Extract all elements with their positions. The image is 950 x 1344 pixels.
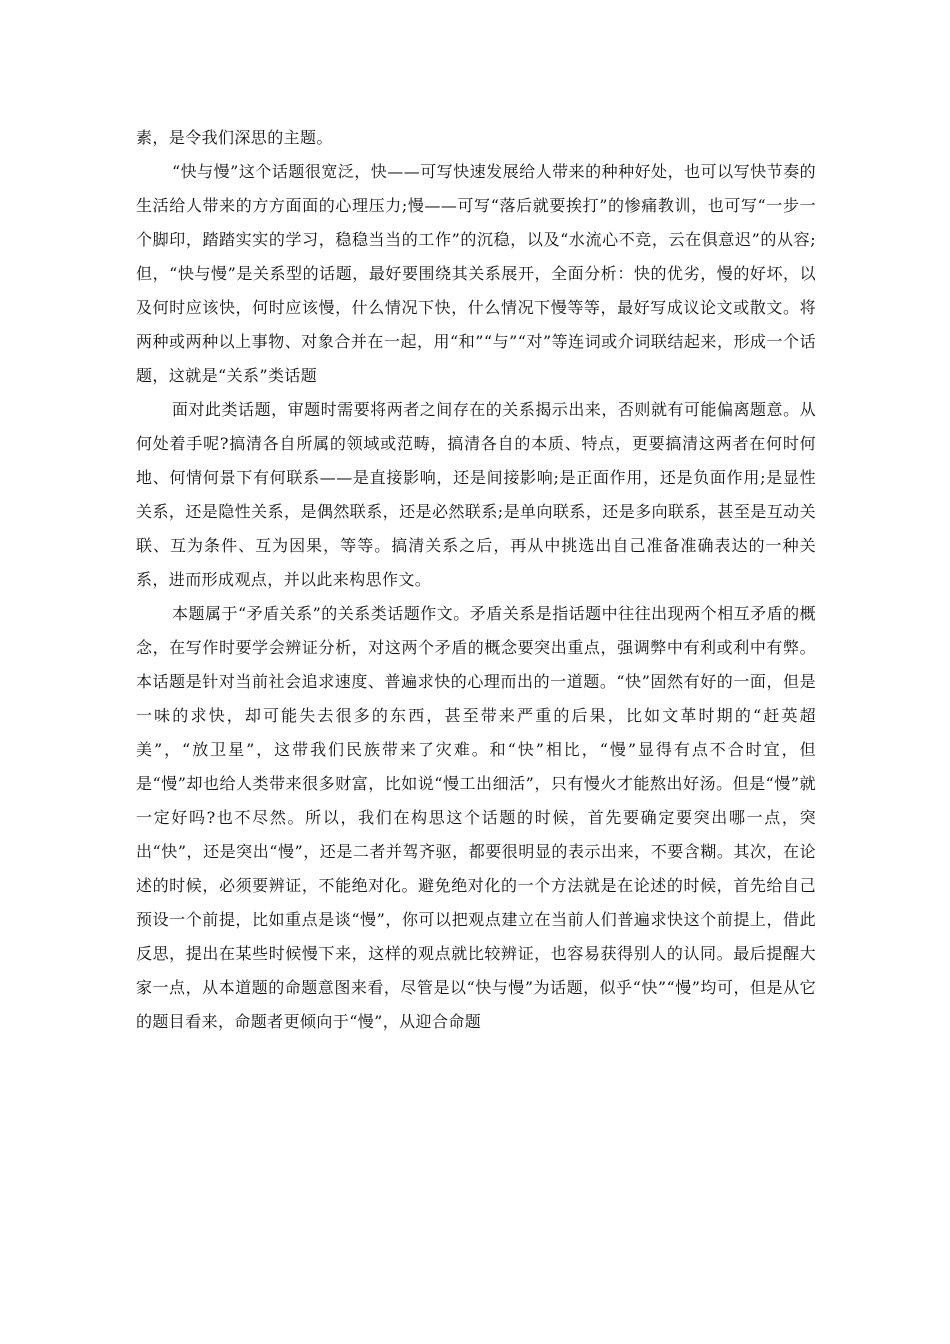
paragraph-topic-overview: “快与慢”这个话题很宽泛，快——可写快速发展给人带来的种种好处，也可以写快节奏的生活给人带来的方方面面的心理压力;慢——可写“落后就要挨打”的惨痛教训，也可写“一步一个脚印，踏踏实实的学习，稳稳当当的工作”的沉稳，以及“水流心不竞，云在俱意迟”的从容;但，“快与慢”是关系型的话题，最好要围绕其关系展开，全面分析：快的优劣，慢的好坏，以及何时应该快，何时应该慢，什么情况下快，什么情况下慢等等，最好写成议论文或散文。将两种或两种以上事物、对象合并在一起，用“和”“与”“对”等连词或介词联结起来，形成一个话题，这就是“关系”类话题 <box>136 162 816 385</box>
paragraph-topic-analysis: 面对此类话题，审题时需要将两者之间存在的关系揭示出来，否则就有可能偏离题意。从何处着手呢?搞清各自所属的领域或范畴，搞清各自的本质、特点，更要搞清这两者在何时何地、何情何景下有何联系——是直接影响，还是间接影响;是正面作用，还是负面作用;是显性关系，还是隐性关系，是偶然联系，还是必然联系;是单向联系，还是多向联系，甚至是互动关联、互为条件、互为因果，等等。搞清关系之后，再从中挑选出自己准备准确表达的一种关系，进而形成观点，并以此来构思作文。 <box>136 400 816 589</box>
paragraph-contradiction-relation: 本题属于“矛盾关系”的关系类话题作文。矛盾关系是指话题中往往出现两个相互矛盾的概念，在写作时要学会辨证分析，对这两个矛盾的概念要突出重点，强调弊中有利或利中有弊。本话题是针对当前社会追求速度、普遍求快的心理而出的一道题。“快”固然有好的一面，但是一味的求快，却可能失去很多的东西，甚至带来严重的后果，比如文革时期的“赶英超美”，“放卫星”，这带我们民族带来了灾难。和“快”相比，“慢”显得有点不合时宜，但是“慢”却也给人类带来很多财富，比如说“慢工出细活”，只有慢火才能熬出好汤。但是“慢”就一定好吗?也不尽然。所以，我们在构思这个话题的时候，首先要确定要突出哪一点，突出“快”，还是突出“慢”，还是二者并驾齐驱，都要很明显的表示出来，不要含糊。其次，在论述的时候，必须要辨证，不能绝对化。避免绝对化的一个方法就是在论述的时候，首先给自己预设一个前提，比如重点是谈“慢”，你可以把观点建立在当前人们普遍求快这个前提上，借此反思，提出在某些时候慢下来，这样的观点就比较辨证，也容易获得别人的认同。最后提醒大家一点，从本道题的命题意图来看，尽管是以“快与慢”为话题，似乎“快”“慢”均可，但是从它的题目看来，命题者更倾向于“慢”，从迎合命题 <box>136 604 816 1031</box>
document-body <box>136 121 816 1039</box>
paragraph-continuation: 素，是令我们深思的主题。 <box>136 128 333 147</box>
